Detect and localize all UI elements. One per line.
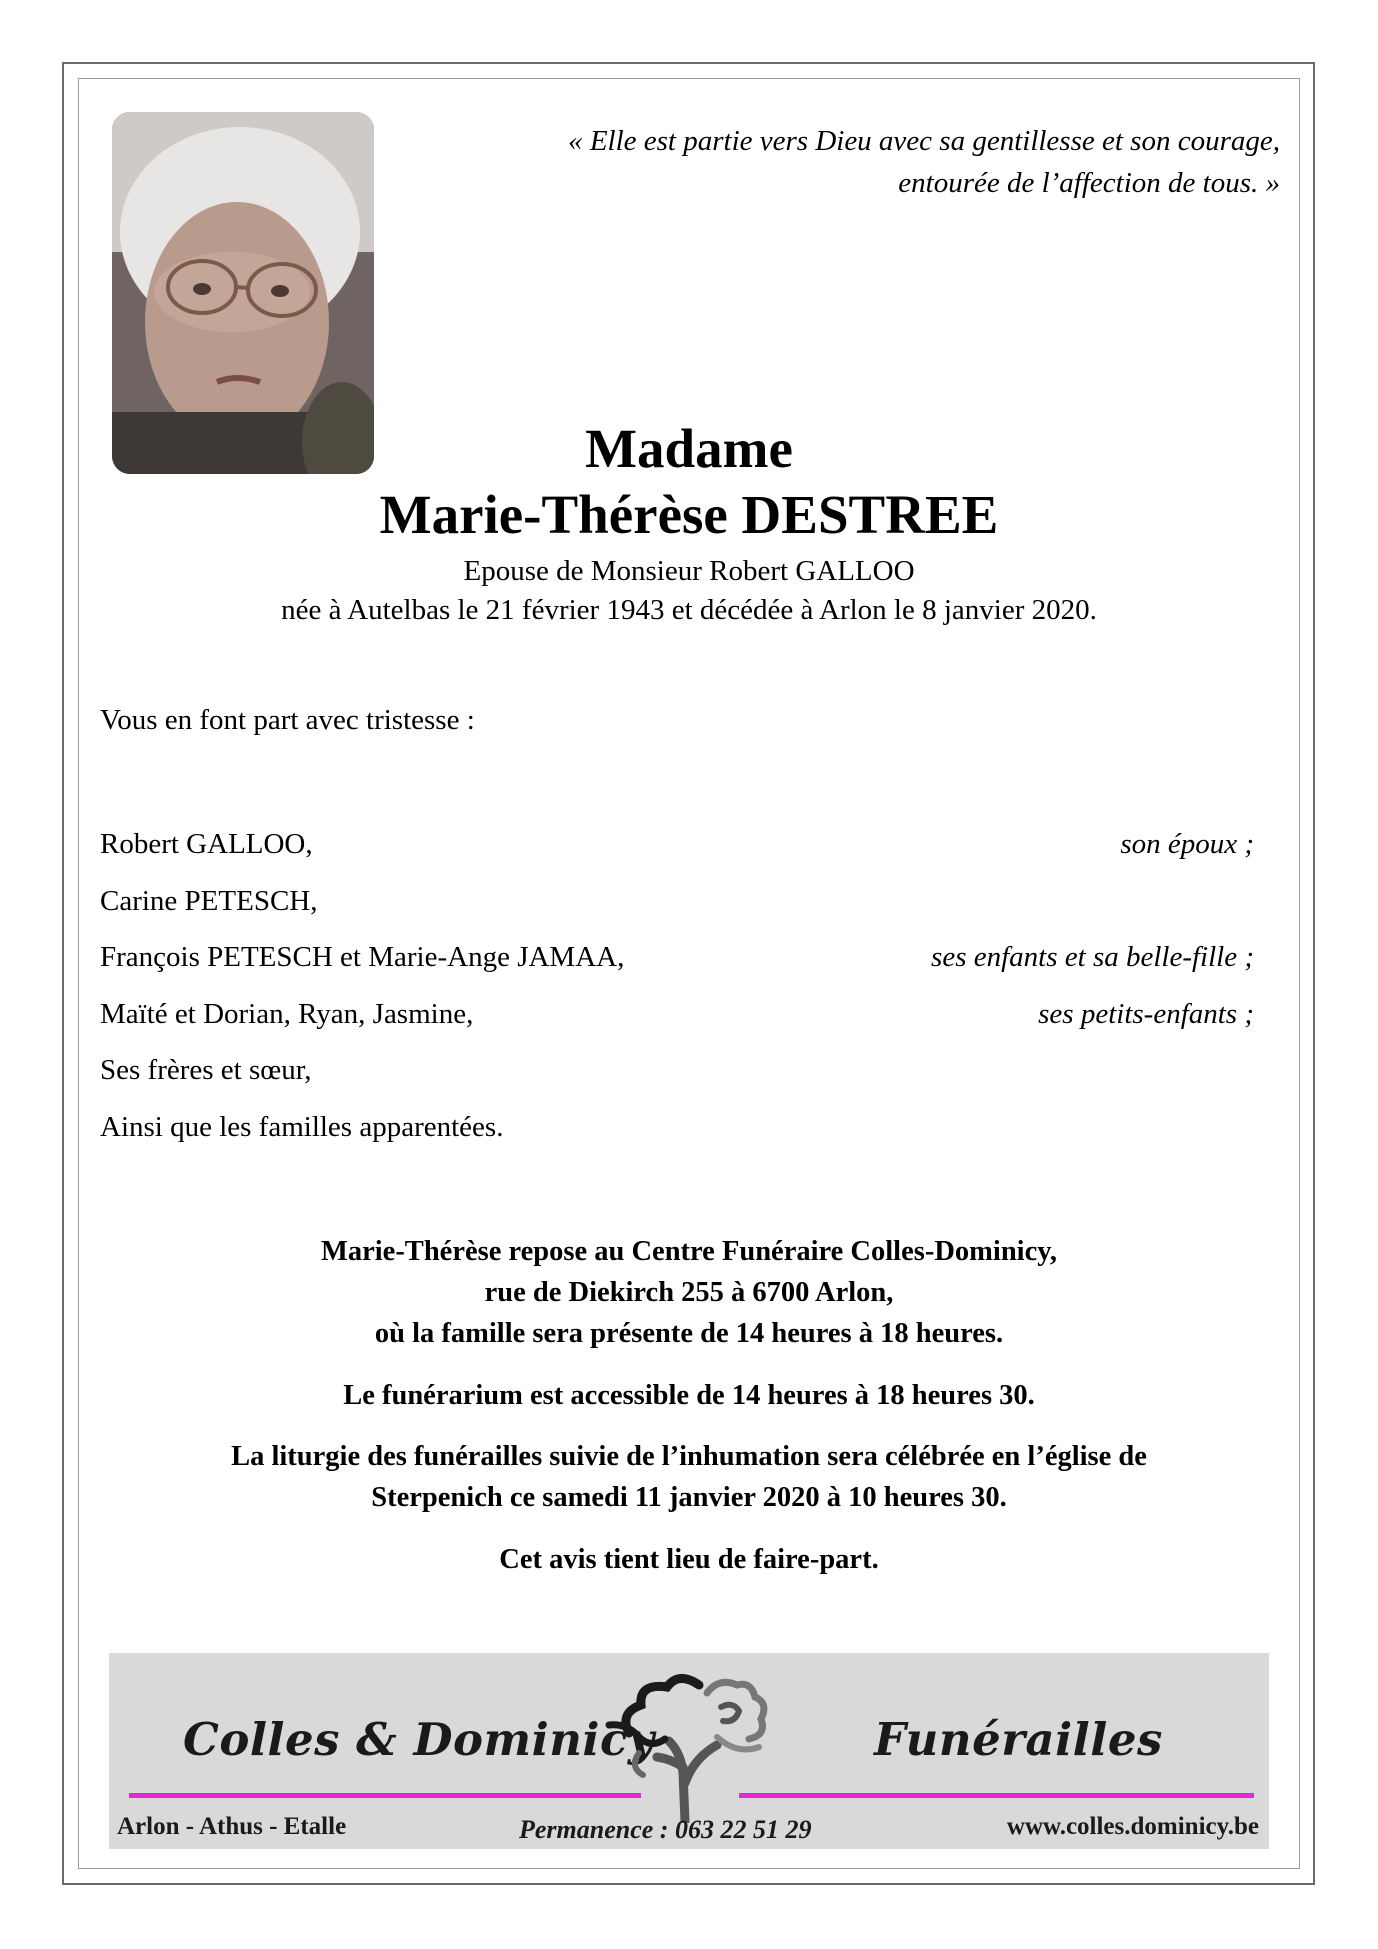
family-row [100, 1109, 1254, 1166]
family-row [100, 1052, 1254, 1109]
notice-text: Cet avis tient lieu de faire-part. [499, 1544, 879, 1575]
repose-line-1: Marie-Thérèse repose au Centre Funéraire Colles-Dominicy, [320, 1236, 1058, 1267]
tree-icon [599, 1663, 779, 1823]
family-member-name: Ses frères et sœur, [100, 1054, 312, 1086]
family-relation: ses petits-enfants ; [1038, 997, 1254, 1030]
accent-line-right [739, 1793, 1254, 1798]
family-member-name: Carine PETESCH, [100, 884, 318, 917]
liturgy-block [100, 1436, 1278, 1518]
family-row [100, 939, 1254, 996]
permanence-phone: Permanence : 063 22 51 29 [519, 1815, 812, 1844]
dates-line: née à Autelbas le 21 février 1943 et décédée à Arlon le 8 janvier 2020. [281, 594, 1097, 626]
website-link[interactable]: www.colles.dominicy.be [1006, 1813, 1259, 1840]
repose-block [100, 1231, 1278, 1354]
family-row [100, 826, 1254, 883]
liturgy-line-2: Sterpenich ce samedi 11 janvier 2020 à 10 heures 30. [371, 1482, 1007, 1513]
family-row [100, 996, 1254, 1053]
branch-cities: Arlon - Athus - Etalle [117, 1813, 347, 1840]
spouse-line: Epouse de Monsieur Robert GALLOO [463, 555, 915, 587]
brand-name: Colles & Dominicy [183, 1713, 655, 1766]
intro-text: Vous en font part avec tristesse : [100, 704, 475, 736]
family-relation: ses enfants et sa belle-fille ; [931, 941, 1254, 973]
family-member-name: François PETESCH et Marie-Ange JAMAA, [100, 941, 625, 973]
family-member-name: Robert GALLOO, [100, 828, 313, 860]
funeral-home-banner [109, 1653, 1269, 1849]
repose-line-2: rue de Diekirch 255 à 6700 Arlon, [484, 1277, 894, 1308]
family-member-name: Ainsi que les familles apparentées. [100, 1110, 504, 1143]
quote-line-1: « Elle est partie vers Dieu avec sa gentillesse et son courage, [568, 125, 1280, 157]
quote [440, 120, 1280, 204]
deceased-name: Marie-Thérèse DESTREE [379, 484, 999, 545]
quote-line-2: entourée de l’affection de tous. » [898, 167, 1280, 199]
family-relation: son époux ; [1120, 828, 1254, 860]
deceased-title: Madame [585, 418, 793, 479]
repose-line-3: où la famille sera présente de 14 heures à 18 heures. [374, 1318, 1004, 1349]
family-member-name: Maïté et Dorian, Ryan, Jasmine, [100, 997, 474, 1030]
family-list [100, 826, 1254, 1165]
family-row [100, 883, 1254, 940]
accent-line-left [129, 1793, 641, 1798]
liturgy-line-1: La liturgie des funérailles suivie de l’inhumation sera célébrée en l’église de [231, 1441, 1147, 1472]
funerarium-hours: Le funérarium est accessible de 14 heures à 18 heures 30. [343, 1380, 1035, 1411]
brand-service: Funérailles [874, 1713, 1163, 1766]
